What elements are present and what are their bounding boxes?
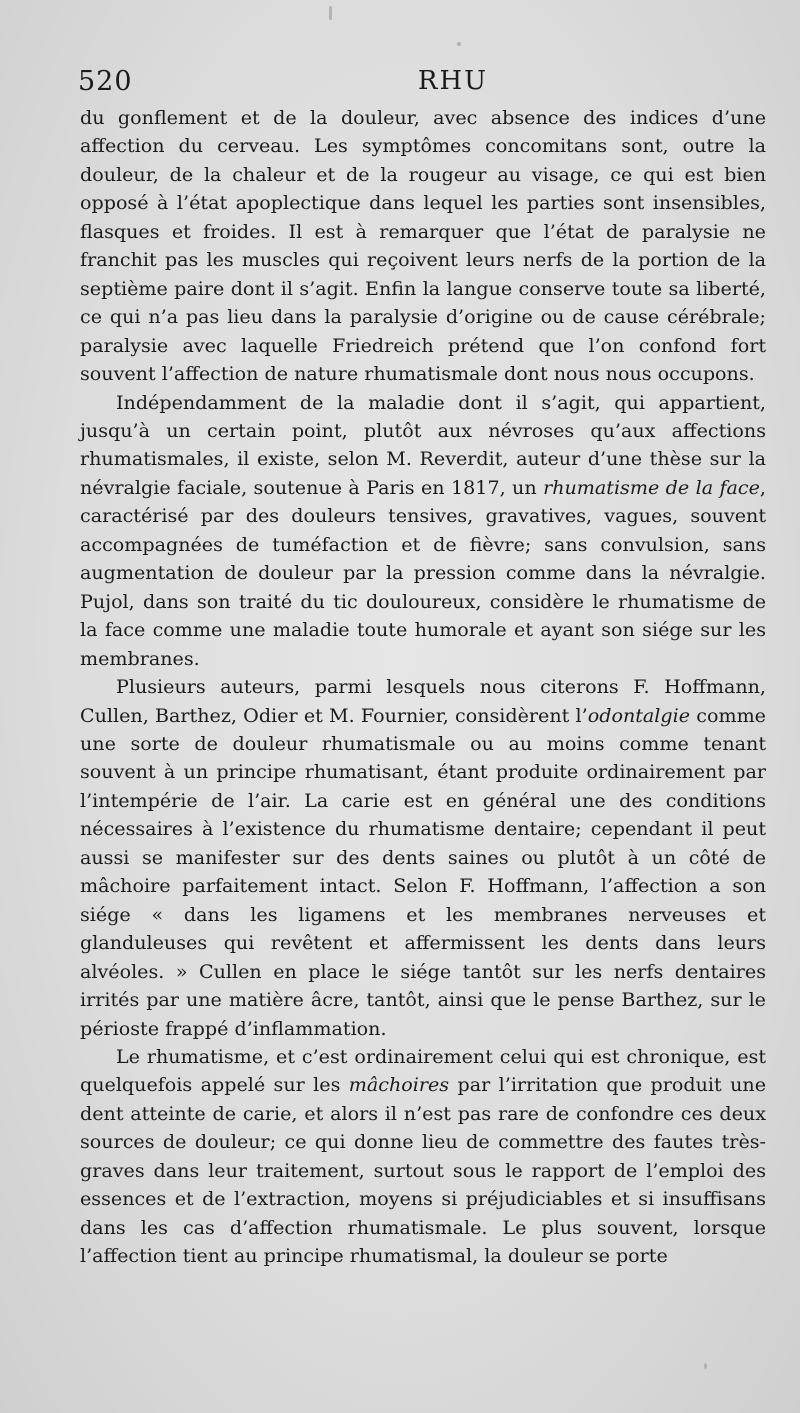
paragraph <box>80 673 766 1043</box>
italic-term: rhumatisme de la face <box>543 475 760 499</box>
running-head: RHU <box>417 66 489 96</box>
paper-speck <box>704 1363 707 1369</box>
text-segment: comme une sorte de douleur rhumatismale ou au moins comme tenant souvent à un principe rhumatisant, étant produite ordinairement par l’intempérie de l’air. La carie est en général une des conditions nécessaires à l’existence du rhumatisme dentaire; cependant il peut aussi se manifester sur des dents saines ou plutôt à un côté de mâchoire parfaitement intact. Selon F. Hoffmann, l’affection a son siége « dans les ligamens et les membranes nerveuses et glanduleuses qui revêtent et affermissent les dents dans leurs alvéoles. » Cullen en place le siége tantôt sur les nerfs dentaires irrités par une matière âcre, tantôt, ainsi que le pense Barthez, sur le périoste frappé d’inflammation. <box>80 703 766 1040</box>
paper-speck <box>457 42 461 46</box>
text-segment: Plusieurs auteurs, parmi lesquels nous citerons F. Hoffmann, Cullen, Barthez, Odier et M. Fournier, considèrent l’ <box>80 675 766 727</box>
text-segment: Indépendamment de la maladie dont il s’agit, qui appartient, jusqu’à un certain point, plutôt aux névroses qu’aux affections rhumatismales, il existe, selon M. Reverdit, auteur d’une thèse sur la névralgie faciale, soutenue à Paris en 1817, un <box>80 390 766 499</box>
page-number: 520 <box>78 66 133 97</box>
text-segment: Le rhumatisme, et c’est ordinairement celui qui est chronique, est quelquefois appelé sur les <box>80 1044 766 1097</box>
paper-speck <box>329 6 332 20</box>
text-segment: du gonflement et de la douleur, avec absence des indices d’une affection du cerveau. Les symptômes concomitans sont, outre la douleur, de la chaleur et de la rougeur au visage, ce qui est bien opposé à l’état apoplectique dans lequel les parties sont insensibles, flasques et froides. Il est à remarquer que l’état de paralysie ne franchit pas les muscles qui reçoivent leurs nerfs de la portion de la septième paire dont il s’agit. Enfin la langue conserve toute sa liberté, ce qui n’a pas lieu dans la paralysie d’origine ou de cause cérébrale; paralysie avec laquelle Friedreich prétend que l’on confond fort souvent l’affection de nature rhumatismale dont nous nous occupons. <box>80 106 766 386</box>
text-segment: par l’irritation que produit une dent atteinte de carie, et alors il n’est pas rare de confondre ces deux sources de douleur; ce qui donne lieu de commettre des fautes très-graves dans leur traitement, surtout sous le rapport de l’emploi des essences et de l’extraction, moyens si préjudiciables et si insuffisans dans les cas d’affection rhumatismale. Le plus souvent, lorsque l’affection tient au principe rhumatismal, la douleur se porte <box>80 1073 766 1268</box>
paragraph <box>80 1043 766 1271</box>
italic-term: mâchoires <box>348 1073 450 1097</box>
italic-term: odontalgie <box>587 703 691 727</box>
paragraph <box>80 104 766 389</box>
page-header <box>78 66 770 102</box>
body-text <box>80 104 766 1271</box>
paragraph <box>80 389 766 674</box>
text-segment: , caractérisé par des douleurs tensives, gravatives, vagues, souvent accompagnées de tuméfaction et de fièvre; sans convulsion, sans augmentation de douleur par la pression comme dans la névralgie. Pujol, dans son traité du tic douloureux, considère le rhumatisme de la face comme une maladie toute humorale et ayant son siége sur les membranes. <box>80 475 766 670</box>
